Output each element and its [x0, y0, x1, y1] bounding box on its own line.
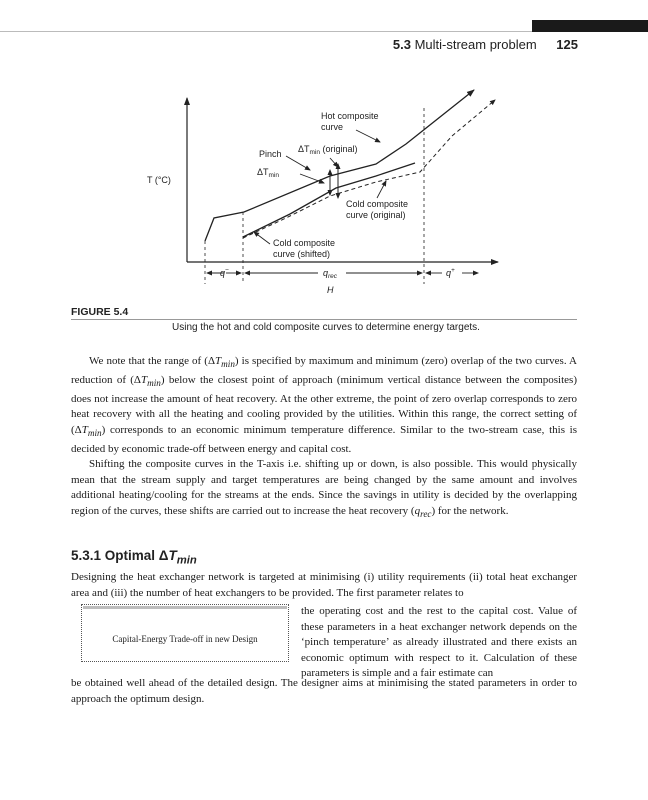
body-text-1	[71, 354, 577, 523]
figure-caption: Using the hot and cold composite curves to determine energy targets.	[172, 322, 480, 333]
paragraph-3-wrap: the operating cost and the rest to the capital cost. Value of these parameters in a heat exchanger network depends on the ‘pinch temperature’ as already illustrated and there exists an economic optimum with respect to it. Calculation of these parameters is simple and a fair estimate can	[301, 605, 577, 680]
p1-min-b: min	[147, 377, 161, 388]
cold-shifted-label-line1: Cold composite	[273, 238, 336, 248]
paragraph-1	[71, 354, 577, 457]
p1-T-a: T	[215, 355, 222, 367]
q-plus-sup: +	[451, 267, 455, 274]
section-title-prefix: Optimal Δ	[104, 548, 169, 563]
figure-5-4	[0, 0, 648, 310]
page-number: 125	[556, 37, 578, 52]
margin-note-shade	[83, 606, 287, 609]
figure-rule	[71, 319, 577, 320]
section-title-T: T	[168, 548, 177, 563]
dtmin-orig-prefix: ΔT	[298, 144, 310, 154]
p2-rec: rec	[420, 509, 432, 520]
x-axis-label: H	[327, 285, 334, 295]
cold-shift-leader	[254, 232, 270, 244]
section-heading	[71, 548, 197, 567]
dtmin-orig-leader	[330, 158, 338, 167]
section-number: 5.3.1	[71, 548, 102, 563]
p1-text-b: ) is specified by maximum and minimum (zero) overlap of the two curves. A reduction of (Δ	[71, 355, 577, 386]
hot-label-leader	[356, 130, 380, 142]
paragraph-2	[71, 457, 577, 523]
p1-min-a: min	[221, 359, 235, 370]
figure-label: FIGURE 5.4	[71, 306, 129, 318]
hot-curve-label-line1: Hot composite	[321, 111, 379, 121]
cold-original-label-line1: Cold composite	[346, 199, 409, 209]
q-rec-sub: rec	[328, 273, 338, 280]
q-minus-sup: −	[225, 267, 229, 274]
dtmin-leader	[300, 174, 324, 183]
margin-note-box	[81, 604, 289, 662]
dtmin-sub: min	[268, 172, 279, 179]
paragraph-3-end: be obtained well ahead of the detailed design. The designer aims at minimising the stated parameters in order to approach the optimum design.	[71, 677, 577, 705]
composite-curves-diagram	[0, 0, 648, 310]
cold-shifted-label-line2: curve (shifted)	[273, 249, 331, 259]
q-rec-q: q	[323, 268, 329, 278]
cold-original-label-line2: curve (original)	[346, 210, 406, 220]
q-minus-label	[220, 267, 229, 278]
body-text-3	[71, 676, 577, 707]
header-section-title: Multi-stream problem	[414, 37, 537, 52]
section-title-sub: min	[176, 554, 197, 567]
p1-T-b: T	[141, 373, 148, 386]
paragraph-3: Designing the heat exchanger network is targeted at minimising (i) utility requirements (ii) total heat exchanger area and (iii) the number of heat exchangers to be provided. The first parameter relates to	[71, 571, 577, 599]
dtmin-prefix: ΔT	[257, 167, 269, 177]
p2-q: q	[414, 504, 421, 517]
p1-text-a: We note that the range of (Δ	[89, 355, 216, 367]
dtmin-label	[257, 167, 279, 179]
p1-text-c: ) below the closest point of approach (minimum vertical distance between the composites) does not increase the amount of heat recovery. At the other extreme, the point of zero overlap corresponds to zero heat recovery with all the heating and cooling provided by the utilities. Within this range, the correct setting of (Δ	[71, 373, 577, 436]
p2-text-b: ) for the network.	[431, 504, 509, 517]
dtmin-orig-suffix: (original)	[320, 144, 358, 154]
hot-curve-label-line2: curve	[321, 122, 344, 132]
body-text-2	[71, 570, 577, 601]
cold-orig-leader	[377, 181, 386, 198]
p1-text-d: ) corresponds to an economic minimum temperature difference. Similar to the two-stream case, this is decided by economic trade-off between energy and capital cost.	[71, 423, 577, 455]
dtmin-original-label	[298, 144, 358, 156]
p1-T-c: T	[81, 423, 88, 436]
q-plus-q: q	[446, 268, 452, 278]
p1-min-c: min	[87, 427, 102, 438]
wrapped-text	[301, 604, 577, 682]
q-rec-label	[323, 268, 338, 280]
margin-note-text: Capital-Energy Trade-off in new Design	[112, 634, 258, 644]
pinch-leader	[286, 156, 310, 170]
q-plus-label	[446, 267, 455, 278]
q-minus-q: q	[220, 268, 226, 278]
dtmin-orig-sub: min	[309, 149, 320, 156]
y-axis-label: T (°C)	[147, 175, 171, 185]
p2-text-a: Shifting the composite curves in the T-axis i.e. shifting up or down, is also possible. This would physically mean that the stream supply and target temperatures are being changed by the same amount and involves additional heating/cooling for the streams at the ends. Since the savings in utility is decided by the overlapping region of the curves, these shifts are carried out to increase the heat recovery (	[71, 458, 577, 517]
pinch-label: Pinch	[259, 149, 282, 159]
header-section-number: 5.3	[392, 37, 411, 52]
